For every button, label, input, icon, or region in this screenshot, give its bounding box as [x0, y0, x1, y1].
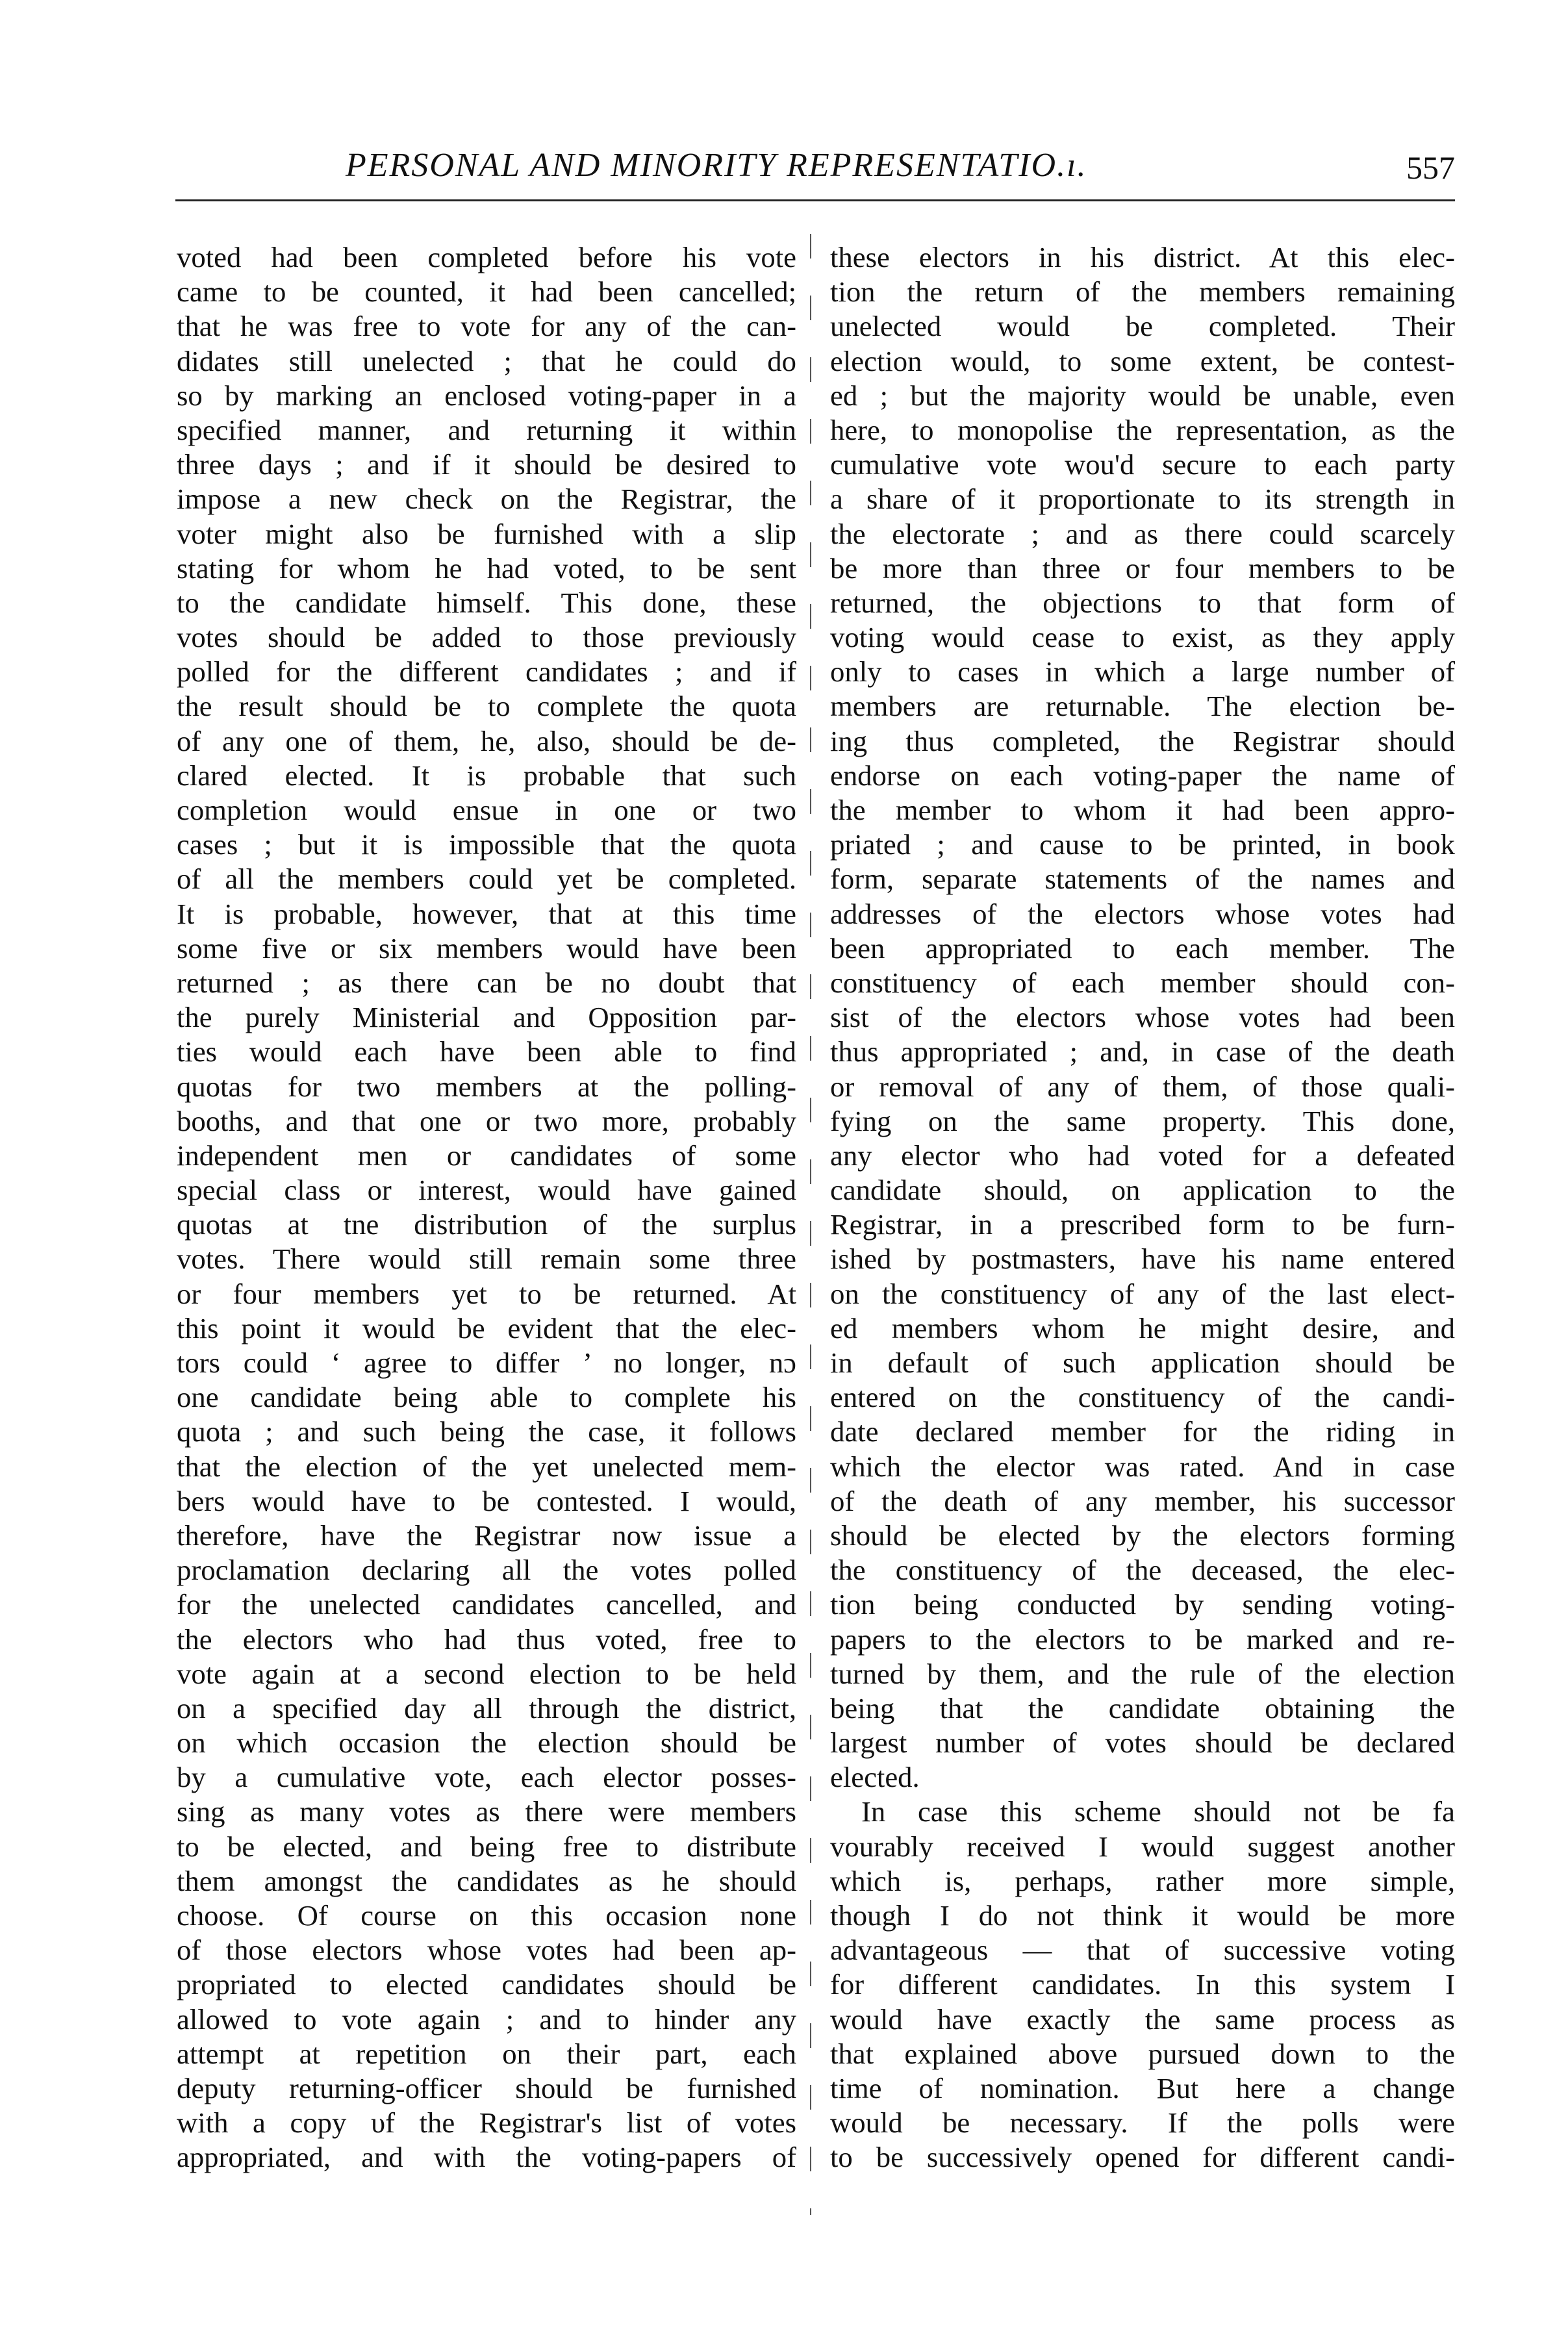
text-line: endorse on each voting-paper the name of — [830, 759, 1455, 792]
text-line: appropriated, and with the voting-papers of — [177, 2141, 796, 2174]
text-line: completion would ensue in one or two — [177, 794, 796, 826]
text-line: sing as many votes as there were members — [177, 1795, 796, 1828]
text-line: here, to monopolise the representation, as the — [830, 413, 1455, 446]
text-line: specified manner, and returning it within — [177, 413, 796, 446]
page-number: 557 — [1406, 149, 1455, 186]
text-line: the electorate ; and as there could scarcely — [830, 517, 1455, 550]
text-line: to the candidate himself. This done, these — [177, 586, 796, 619]
text-line: some five or six members would have been — [177, 931, 796, 965]
text-line: votes. There would still remain some three — [177, 1243, 796, 1276]
text-line: though I do not think it would be more — [830, 1899, 1455, 1932]
text-line: the member to whom it had been appro- — [830, 794, 1455, 826]
text-line: It is probable, however, that at this time — [177, 897, 796, 930]
text-line: returned ; as there can be no doubt that — [177, 966, 796, 999]
text-line: ties would each have been able to find — [177, 1035, 796, 1068]
text-line: tion the return of the members remaining — [830, 275, 1455, 309]
text-line: form, separate statements of the names and — [830, 863, 1455, 896]
text-line: which is, perhaps, rather more simple, — [830, 1864, 1455, 1897]
text-line: allowed to vote again ; and to hinder any — [177, 2002, 796, 2036]
text-line: In case this scheme should not be fa — [861, 1795, 1455, 1828]
text-line: independent men or candidates of some — [177, 1139, 796, 1172]
text-line: quotas for two members at the polling- — [177, 1070, 796, 1103]
text-line: the purely Ministerial and Opposition par- — [177, 1001, 796, 1034]
text-line: for the unelected candidates cancelled, and — [177, 1588, 796, 1621]
text-line: the constituency of the deceased, the elec- — [830, 1554, 1455, 1587]
text-line: in default of such application should be — [830, 1346, 1455, 1379]
text-line: ed ; but the majority would be unable, even — [830, 379, 1455, 412]
text-line: addresses of the electors whose votes had — [830, 897, 1455, 930]
text-line: the result should be to complete the quota — [177, 690, 796, 723]
text-line: didates still unelected ; that he could do — [177, 344, 796, 377]
text-line: for different candidates. In this system I — [830, 1968, 1455, 2001]
text-line: elected. — [830, 1761, 920, 1794]
text-line: thus appropriated ; and, in case of the death — [830, 1035, 1455, 1068]
text-line: any elector who had voted for a defeated — [830, 1139, 1455, 1172]
text-line: quota ; and such being the case, it follows — [177, 1415, 796, 1448]
text-line: Registrar, in a prescribed form to be furn- — [830, 1208, 1455, 1241]
right-column — [830, 240, 1455, 2175]
text-line: that he was free to vote for any of the can- — [177, 310, 796, 343]
text-line: priated ; and cause to be printed, in book — [830, 828, 1455, 861]
text-line: would be necessary. If the polls were — [830, 2106, 1455, 2140]
text-line: voted had been completed before his vote — [177, 241, 796, 273]
text-line: one candidate being able to complete his — [177, 1381, 796, 1414]
text-line: ed members whom he might desire, and — [830, 1311, 1455, 1344]
text-line: came to be counted, it had been cancelled; — [177, 275, 796, 309]
text-line: a share of it proportionate to its strength in — [830, 483, 1455, 516]
text-line: which the elector was rated. And in case — [830, 1450, 1455, 1483]
text-line: vote again at a second election to be held — [177, 1657, 796, 1690]
text-line: them amongst the candidates as he should — [177, 1864, 796, 1897]
left-column — [177, 240, 796, 2175]
text-line: this point it would be evident that the elec- — [177, 1311, 796, 1344]
text-line: attempt at repetition on their part, each — [177, 2037, 796, 2070]
text-line: voter might also be furnished with a slip — [177, 517, 796, 550]
text-line: of all the members could yet be completed. — [177, 863, 796, 896]
text-line: being that the candidate obtaining the — [830, 1691, 1455, 1724]
text-line: tors could ‘ agree to differ ’ no longer, nɔ — [177, 1346, 796, 1379]
text-line: polled for the different candidates ; and if — [177, 655, 796, 688]
text-line: voting would cease to exist, as they apply — [830, 621, 1455, 654]
text-line: these electors in his district. At this elec- — [830, 241, 1455, 273]
text-line: that explained above pursued down to the — [830, 2037, 1455, 2070]
text-line: time of nomination. But here a change — [830, 2071, 1455, 2104]
text-line: on the constituency of any of the last elect- — [830, 1277, 1455, 1310]
text-line: ing thus completed, the Registrar should — [830, 724, 1455, 757]
text-line: vourably received I would suggest another — [830, 1830, 1455, 1863]
text-line: therefore, have the Registrar now issue a — [177, 1519, 796, 1552]
text-line: of any one of them, he, also, should be de- — [177, 724, 796, 757]
text-line: with a copy υf the Registrar's list of votes — [177, 2106, 796, 2140]
text-line: candidate should, on application to the — [830, 1174, 1455, 1207]
text-line: three days ; and if it should be desired to — [177, 448, 796, 481]
text-line: fying on the same property. This done, — [830, 1104, 1455, 1137]
text-line: papers to the electors to be marked and re- — [830, 1622, 1455, 1656]
text-line: should be elected by the electors forming — [830, 1519, 1455, 1552]
text-line: clared elected. It is probable that such — [177, 759, 796, 792]
text-line: been appropriated to each member. The — [830, 931, 1455, 965]
text-line: special class or interest, would have gained — [177, 1174, 796, 1207]
text-line: turned by them, and the rule of the election — [830, 1657, 1455, 1690]
text-line: or removal of any of them, of those quali- — [830, 1070, 1455, 1103]
text-line: returned, the objections to that form of — [830, 586, 1455, 619]
text-line: sist of the electors whose votes had been — [830, 1001, 1455, 1034]
text-line: bers would have to be contested. I would, — [177, 1484, 796, 1517]
text-line: or four members yet to be returned. At — [177, 1277, 796, 1310]
text-line: constituency of each member should con- — [830, 966, 1455, 999]
text-line: date declared member for the riding in — [830, 1415, 1455, 1448]
text-line: be more than three or four members to be — [830, 551, 1455, 585]
text-line: to be elected, and being free to distribute — [177, 1830, 796, 1863]
text-line: entered on the constituency of the candi- — [830, 1381, 1455, 1414]
text-line: stating for whom he had voted, to be sent — [177, 551, 796, 585]
text-line: cases ; but it is impossible that the quota — [177, 828, 796, 861]
text-line: cumulative vote wou'd secure to each party — [830, 448, 1455, 481]
column-divider — [810, 234, 811, 2215]
text-line: unelected would be completed. Their — [830, 310, 1455, 343]
text-line: tion being conducted by sending voting- — [830, 1588, 1455, 1621]
text-line: to be successively opened for different candi- — [830, 2141, 1455, 2174]
text-line: that the election of the yet unelected mem- — [177, 1450, 796, 1483]
text-line: choose. Of course on this occasion none — [177, 1899, 796, 1932]
text-line: election would, to some extent, be contest- — [830, 344, 1455, 377]
text-line: votes should be added to those previously — [177, 621, 796, 654]
text-line: deputy returning-officer should be furnished — [177, 2071, 796, 2104]
text-line: largest number of votes should be declared — [830, 1726, 1455, 1760]
text-line: on a specified day all through the district, — [177, 1691, 796, 1724]
text-line: of those electors whose votes had been ap- — [177, 1934, 796, 1967]
text-line: of the death of any member, his successor — [830, 1484, 1455, 1517]
text-line: on which occasion the election should be — [177, 1726, 796, 1760]
text-line: would have exactly the same process as — [830, 2002, 1455, 2036]
text-line: impose a new check on the Registrar, the — [177, 483, 796, 516]
text-line: quotas at tne distribution of the surplus — [177, 1208, 796, 1241]
text-line: members are returnable. The election be- — [830, 690, 1455, 723]
header-rule — [175, 199, 1455, 201]
text-line: only to cases in which a large number of — [830, 655, 1455, 688]
text-line: by a cumulative vote, each elector posses- — [177, 1761, 796, 1794]
text-line: proclamation declaring all the votes polled — [177, 1554, 796, 1587]
text-line: the electors who had thus voted, free to — [177, 1622, 796, 1656]
text-line: propriated to elected candidates should be — [177, 1968, 796, 2001]
page-header — [175, 146, 1455, 198]
running-title: PERSONAL AND MINORITY REPRESENTATIO.ı. — [346, 147, 1087, 184]
text-line: so by marking an enclosed voting-paper in a — [177, 379, 796, 412]
text-line: booths, and that one or two more, probably — [177, 1104, 796, 1137]
text-line: ished by postmasters, have his name entered — [830, 1243, 1455, 1276]
text-line: advantageous — that of successive voting — [830, 1934, 1455, 1967]
